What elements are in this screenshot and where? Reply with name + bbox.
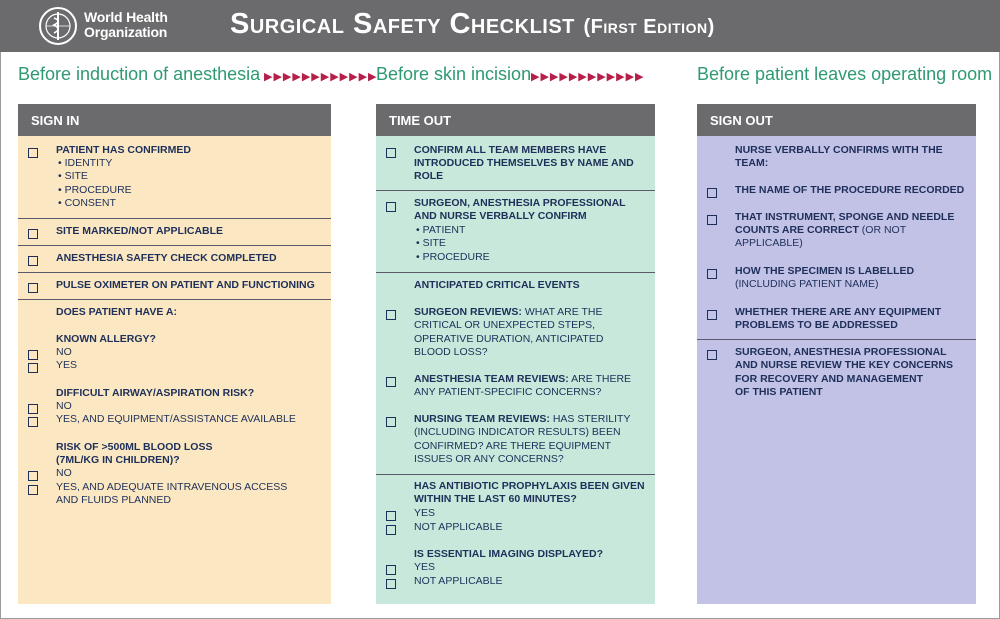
prophylaxis-option-na: NOT APPLICABLE xyxy=(414,521,503,533)
airway-option-yes: YES, AND EQUIPMENT/ASSISTANCE AVAILABLE xyxy=(56,413,296,425)
checkbox-blood-yes[interactable] xyxy=(28,485,38,495)
who-emblem-icon xyxy=(38,6,78,46)
phase-label-2: Before skin incision xyxy=(376,64,532,84)
sign-out-heading: SIGN OUT xyxy=(697,104,976,136)
checkbox-airway-no[interactable] xyxy=(28,404,38,414)
does-patient-have-label: DOES PATIENT HAVE A: xyxy=(56,306,177,318)
patient-confirmed-label: PATIENT HAS CONFIRMED xyxy=(56,144,191,156)
anesthesia-reviews-line2: ANY PATIENT-SPECIFIC CONCERNS? xyxy=(414,386,602,398)
anesthesia-reviews-rest: ARE THERE xyxy=(571,373,632,385)
nursing-reviews-line2: (INCLUDING INDICATOR RESULTS) BEEN xyxy=(414,426,621,438)
verbal-item-procedure: • PROCEDURE xyxy=(416,251,490,263)
checkbox-imaging-yes[interactable] xyxy=(386,565,396,575)
checkbox-key-concerns[interactable] xyxy=(707,350,717,360)
prophylaxis-question-line2: WITHIN THE LAST 60 MINUTES? xyxy=(414,493,577,505)
counts-line2 xyxy=(735,224,906,238)
arrow-icon-1: ▶▶▶▶▶▶▶▶▶▶▶▶ xyxy=(264,71,378,83)
phase-label-3: Before patient leaves operating room xyxy=(697,64,993,84)
sign-out-body xyxy=(697,136,976,604)
confirm-team-line3: ROLE xyxy=(414,170,444,182)
equipment-line2: PROBLEMS TO BE ADDRESSED xyxy=(735,319,898,331)
anesthesia-reviews-bold: ANESTHESIA TEAM REVIEWS: xyxy=(414,373,569,385)
patient-item-site: • SITE xyxy=(58,170,88,182)
divider xyxy=(376,474,655,475)
checkbox-procedure-recorded[interactable] xyxy=(707,188,717,198)
checkbox-prophylaxis-na[interactable] xyxy=(386,525,396,535)
blood-option-no: NO xyxy=(56,467,72,479)
checkbox-patient-confirmed[interactable] xyxy=(28,148,38,158)
review-line2: AND NURSE REVIEW THE KEY CONCERNS xyxy=(735,359,953,371)
allergy-option-no: NO xyxy=(56,346,72,358)
sign-in-column xyxy=(18,104,331,604)
nursing-reviews-rest: HAS STERILITY xyxy=(552,413,631,425)
header-bar xyxy=(0,0,1000,52)
surgeon-reviews-bold: SURGEON REVIEWS: xyxy=(414,306,522,318)
anesthesia-reviews-line1 xyxy=(414,373,631,387)
procedure-recorded-label: THE NAME OF THE PROCEDURE RECORDED xyxy=(735,184,965,196)
verbal-confirm-line2: AND NURSE VERBALLY CONFIRM xyxy=(414,210,587,222)
prophylaxis-question-line1: HAS ANTIBIOTIC PROPHYLAXIS BEEN GIVEN xyxy=(414,480,645,492)
time-out-body xyxy=(376,136,655,604)
surgeon-reviews-rest: WHAT ARE THE xyxy=(524,306,603,318)
counts-bold: COUNTS ARE CORRECT xyxy=(735,224,859,236)
surgeon-reviews-line3: OPERATIVE DURATION, ANTICIPATED xyxy=(414,333,604,345)
checkbox-pulse-oximeter[interactable] xyxy=(28,283,38,293)
checkbox-equipment-problems[interactable] xyxy=(707,310,717,320)
checkbox-surgeon-reviews[interactable] xyxy=(386,310,396,320)
time-out-heading: TIME OUT xyxy=(376,104,655,136)
pulse-oximeter-label: PULSE OXIMETER ON PATIENT AND FUNCTIONING xyxy=(56,279,315,291)
prophylaxis-option-yes: YES xyxy=(414,507,436,519)
counts-line1: THAT INSTRUMENT, SPONGE AND NEEDLE xyxy=(735,211,955,223)
confirm-team-line1: CONFIRM ALL TEAM MEMBERS HAVE xyxy=(414,144,607,156)
divider xyxy=(376,272,655,273)
counts-rest: (OR NOT xyxy=(861,224,907,236)
page-title xyxy=(230,8,715,41)
blood-option-yes-cont: AND FLUIDS PLANNED xyxy=(56,494,171,506)
review-line3: FOR RECOVERY AND MANAGEMENT xyxy=(735,373,924,385)
checkbox-confirm-team[interactable] xyxy=(386,148,396,158)
nursing-reviews-line4: ISSUES OR ANY CONCERNS? xyxy=(414,453,564,465)
review-line4: OF THIS PATIENT xyxy=(735,386,823,398)
checkbox-blood-no[interactable] xyxy=(28,471,38,481)
blood-option-yes: YES, AND ADEQUATE INTRAVENOUS ACCESS xyxy=(56,481,288,493)
divider xyxy=(18,245,331,246)
time-out-column xyxy=(376,104,655,604)
nurse-confirms-line2: TEAM: xyxy=(735,157,769,169)
checkbox-site-marked[interactable] xyxy=(28,229,38,239)
airway-question: DIFFICULT AIRWAY/ASPIRATION RISK? xyxy=(56,387,255,399)
divider xyxy=(18,272,331,273)
confirm-team-line2: INTRODUCED THEMSELVES BY NAME AND xyxy=(414,157,634,169)
allergy-question: KNOWN ALLERGY? xyxy=(56,333,156,345)
blood-loss-question-line2: (7ML/KG IN CHILDREN)? xyxy=(56,454,180,466)
checkbox-counts-correct[interactable] xyxy=(707,215,717,225)
nurse-confirms-line1: NURSE VERBALLY CONFIRMS WITH THE xyxy=(735,144,943,156)
anesthesia-check-label: ANESTHESIA SAFETY CHECK COMPLETED xyxy=(56,252,277,264)
sign-in-heading: SIGN IN xyxy=(18,104,331,136)
org-name xyxy=(84,10,168,40)
phase-label-1: Before induction of anesthesia xyxy=(18,64,261,84)
nursing-reviews-line1 xyxy=(414,413,630,427)
sign-out-column xyxy=(697,104,976,604)
arrow-icon-2: ▶▶▶▶▶▶▶▶▶▶▶▶ xyxy=(531,71,645,83)
imaging-option-yes: YES xyxy=(414,561,436,573)
checkbox-verbal-confirm[interactable] xyxy=(386,202,396,212)
surgeon-reviews-line2: CRITICAL OR UNEXPECTED STEPS, xyxy=(414,319,596,331)
site-marked-label: SITE MARKED/NOT APPLICABLE xyxy=(56,225,224,237)
blood-loss-question-line1: RISK OF >500ML BLOOD LOSS xyxy=(56,441,213,453)
divider xyxy=(376,190,655,191)
surgeon-reviews-line1 xyxy=(414,306,602,320)
checkbox-imaging-na[interactable] xyxy=(386,579,396,589)
org-name-line2: Organization xyxy=(84,24,168,40)
patient-item-procedure: • PROCEDURE xyxy=(58,184,132,196)
checkbox-nursing-reviews[interactable] xyxy=(386,417,396,427)
verbal-item-site: • SITE xyxy=(416,237,446,249)
checkbox-specimen-labelled[interactable] xyxy=(707,269,717,279)
specimen-rest: (INCLUDING PATIENT NAME) xyxy=(735,278,879,290)
counts-line3: APPLICABLE) xyxy=(735,237,803,249)
checkbox-allergy-yes[interactable] xyxy=(28,363,38,373)
verbal-confirm-line1: SURGEON, ANESTHESIA PROFESSIONAL xyxy=(414,197,626,209)
imaging-question: IS ESSENTIAL IMAGING DISPLAYED? xyxy=(414,548,604,560)
checkbox-anesthesia-check[interactable] xyxy=(28,256,38,266)
specimen-label: HOW THE SPECIMEN IS LABELLED xyxy=(735,265,915,277)
verbal-item-patient: • PATIENT xyxy=(416,224,466,236)
airway-option-no: NO xyxy=(56,400,72,412)
divider xyxy=(18,299,331,300)
imaging-option-na: NOT APPLICABLE xyxy=(414,575,503,587)
checkbox-prophylaxis-yes[interactable] xyxy=(386,511,396,521)
patient-item-identity: • IDENTITY xyxy=(58,157,113,169)
checkbox-anesthesia-reviews[interactable] xyxy=(386,377,396,387)
equipment-line1: WHETHER THERE ARE ANY EQUIPMENT xyxy=(735,306,942,318)
review-line1: SURGEON, ANESTHESIA PROFESSIONAL xyxy=(735,346,947,358)
divider xyxy=(18,218,331,219)
sign-in-body xyxy=(18,136,331,604)
nursing-reviews-bold: NURSING TEAM REVIEWS: xyxy=(414,413,550,425)
patient-item-consent: • CONSENT xyxy=(58,197,116,209)
org-name-line1: World Health xyxy=(84,9,168,25)
allergy-option-yes: YES xyxy=(56,359,78,371)
title-edition: (First Edition) xyxy=(583,16,715,38)
divider xyxy=(697,339,976,340)
checkbox-airway-yes[interactable] xyxy=(28,417,38,427)
anticipated-events-label: ANTICIPATED CRITICAL EVENTS xyxy=(414,279,580,291)
nursing-reviews-line3: CONFIRMED? ARE THERE EQUIPMENT xyxy=(414,440,611,452)
title-main: Surgical Safety Checklist xyxy=(230,8,575,40)
surgeon-reviews-line4: BLOOD LOSS? xyxy=(414,346,488,358)
checkbox-allergy-no[interactable] xyxy=(28,350,38,360)
